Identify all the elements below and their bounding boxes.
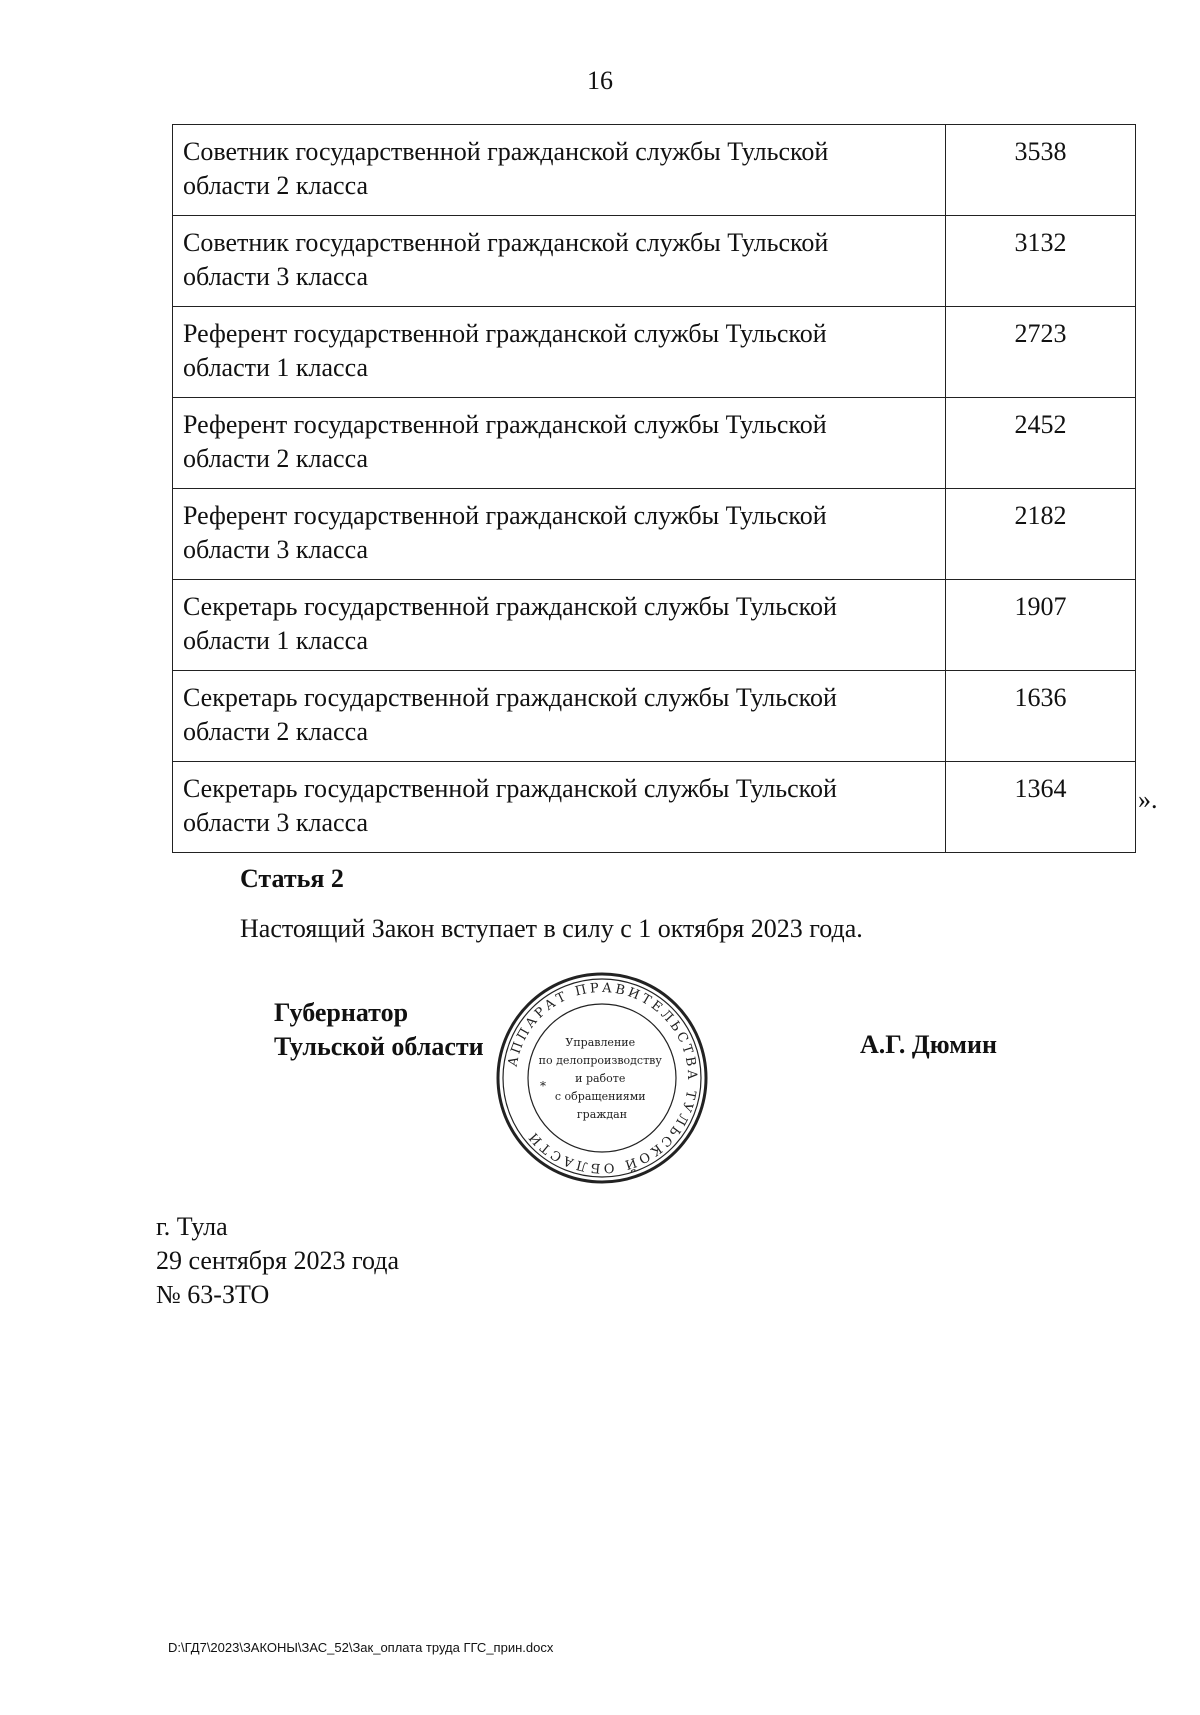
rank-title-cell (173, 216, 946, 307)
rank-title-line: Советник государственной гражданской службы Тульской (183, 137, 829, 166)
file-path-footer: D:\ГД7\2023\ЗАКОНЫ\ЗАС_52\Зак_оплата труда ГГС_прин.docx (168, 1640, 554, 1655)
article-heading: Статья 2 (240, 864, 344, 893)
rank-title-line: области 2 класса (183, 717, 368, 746)
signatory-position (274, 996, 484, 1064)
table-row (173, 489, 1136, 580)
rank-title-line: области 1 класса (183, 626, 368, 655)
article-text: Настоящий Закон вступает в силу с 1 октября 2023 года. (240, 914, 863, 943)
table-row (173, 671, 1136, 762)
rank-title-line: области 2 класса (183, 171, 368, 200)
seal-ring-text: АППАРАТ ПРАВИТЕЛЬСТВА ТУЛЬСКОЙ ОБЛАСТИ (505, 980, 700, 1176)
rank-value-cell: 2452 (946, 398, 1136, 489)
law-number: № 63-ЗТО (156, 1280, 270, 1309)
rank-value-cell: 1636 (946, 671, 1136, 762)
law-date: 29 сентября 2023 года (156, 1246, 400, 1275)
rank-title-cell (173, 489, 946, 580)
rank-title-line: области 2 класса (183, 444, 368, 473)
seal-center-line: Управление (565, 1036, 636, 1049)
rank-title-line: Секретарь государственной гражданской службы Тульской (183, 683, 837, 712)
closing-quote: ». (1138, 785, 1158, 814)
rank-title-line: области 3 класса (183, 262, 368, 291)
table-row (173, 580, 1136, 671)
page-number: 16 (587, 66, 613, 95)
table-row (173, 216, 1136, 307)
rank-title-cell (173, 671, 946, 762)
rank-title-line: области 1 класса (183, 353, 368, 382)
rank-title-line: Секретарь государственной гражданской службы Тульской (183, 592, 837, 621)
seal-center-line: граждан (576, 1108, 628, 1121)
table-row (173, 398, 1136, 489)
rank-title-cell (173, 762, 946, 853)
seal-center-text (539, 1036, 666, 1121)
seal-center-line: по делопроизводству (538, 1054, 662, 1067)
rank-title-cell (173, 307, 946, 398)
salary-table (172, 124, 1136, 853)
place-date-block (156, 1210, 399, 1312)
seal-center-line: и работе (575, 1072, 626, 1085)
rank-value-cell: 3132 (946, 216, 1136, 307)
rank-title-line: Референт государственной гражданской службы Тульской (183, 501, 827, 530)
seal-center-line: с обращениями (554, 1090, 646, 1103)
rank-title-line: Референт государственной гражданской службы Тульской (183, 319, 827, 348)
rank-title-line: области 3 класса (183, 808, 368, 837)
rank-value-cell: 1364 (946, 762, 1136, 853)
rank-title-cell (173, 398, 946, 489)
table-row (173, 762, 1136, 853)
rank-title-line: Референт государственной гражданской службы Тульской (183, 410, 827, 439)
rank-title-cell (173, 580, 946, 671)
rank-value-cell: 1907 (946, 580, 1136, 671)
rank-title-line: Секретарь государственной гражданской службы Тульской (183, 774, 837, 803)
table-row (173, 307, 1136, 398)
rank-title-line: области 3 класса (183, 535, 368, 564)
signatory-name: А.Г. Дюмин (860, 1030, 997, 1059)
city: г. Тула (156, 1212, 228, 1241)
rank-value-cell: 3538 (946, 125, 1136, 216)
signatory-position-line: Губернатор (274, 998, 409, 1027)
rank-title-cell (173, 125, 946, 216)
rank-value-cell: 2723 (946, 307, 1136, 398)
signatory-position-line: Тульской области (274, 1032, 484, 1061)
rank-title-line: Советник государственной гражданской службы Тульской (183, 228, 829, 257)
seal-star-icon: * (540, 1079, 546, 1093)
rank-value-cell: 2182 (946, 489, 1136, 580)
official-seal (482, 968, 722, 1188)
table-row (173, 125, 1136, 216)
